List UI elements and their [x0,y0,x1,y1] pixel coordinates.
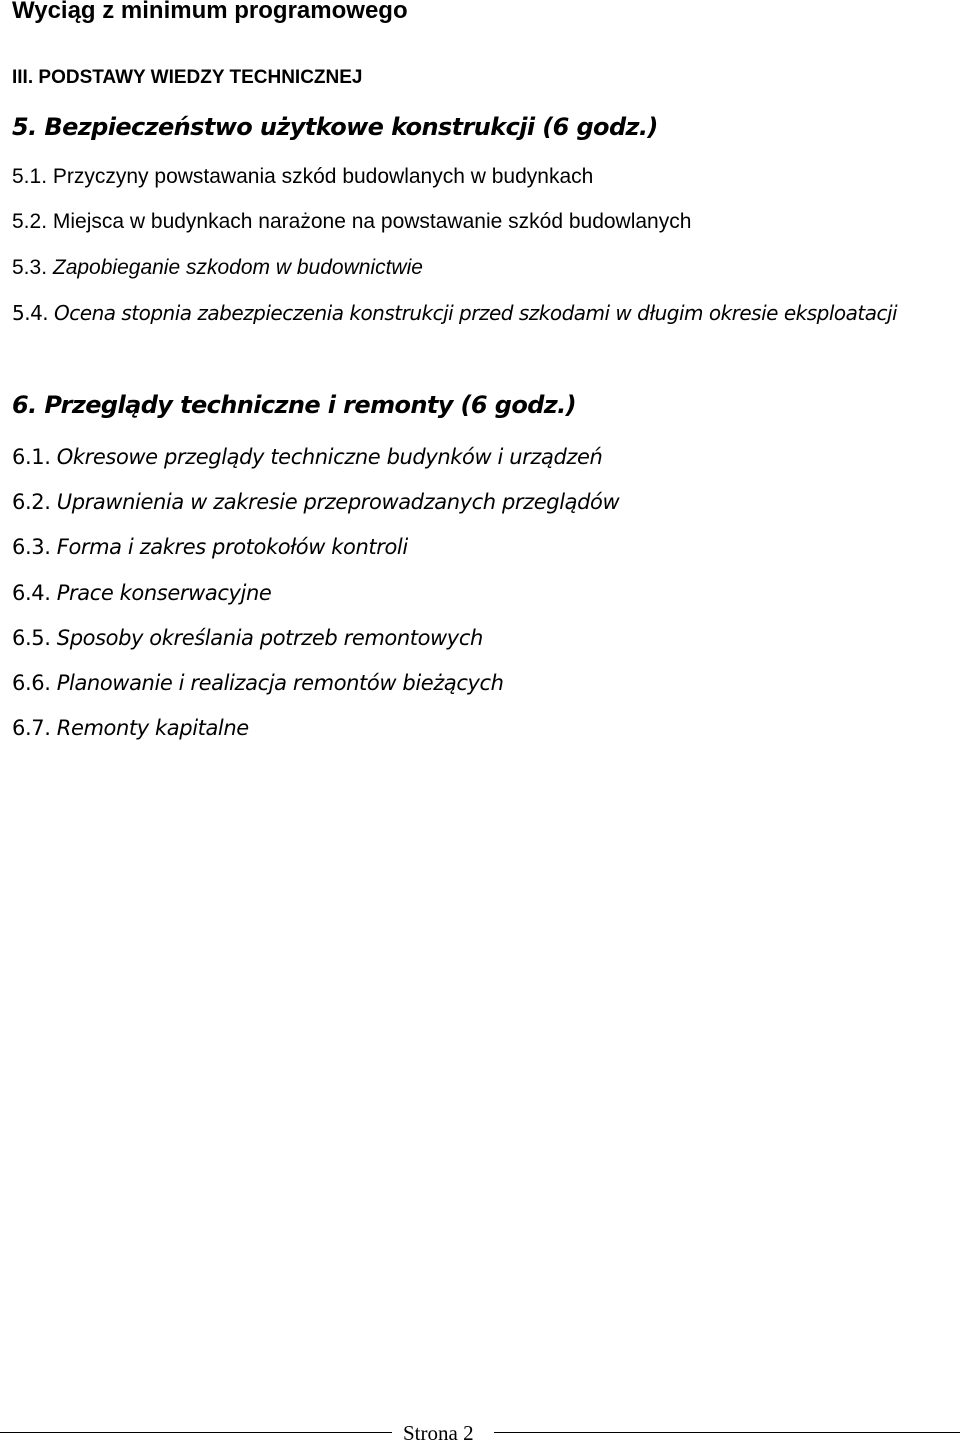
list-item-6-6 [12,673,504,694]
list-item-6-2 [12,492,619,513]
list-item-6-4 [12,583,271,604]
item-number: 5.2. [12,210,48,233]
item-text: Planowanie i realizacja remontów bieżących [56,671,504,695]
list-item-6-3 [12,537,408,558]
list-item-5-1 [12,166,593,187]
item-text: Forma i zakres protokołów kontroli [56,535,408,559]
item-text: Przyczyny powstawania szkód budowlanych w budynkach [52,165,594,188]
item-number: 6.3. [12,535,51,559]
section-6-heading: 6. Przeglądy techniczne i remonty (6 godz.) [12,391,577,419]
item-number: 5.4. [12,301,49,325]
item-text: Miejsca w budynkach narażone na powstawanie szkód budowlanych [52,210,692,233]
item-number: 6.4. [12,581,51,605]
section-5-heading: 5. Bezpieczeństwo użytkowe konstrukcji (6 godz.) [12,113,658,141]
list-item-6-5 [12,628,483,649]
list-item-6-1 [12,447,602,468]
item-text: Okresowe przeglądy techniczne budynków i urządzeń [56,445,603,469]
page-footer [0,1421,960,1443]
item-number: 6.7. [12,716,51,740]
item-text: Ocena stopnia zabezpieczenia konstrukcji przed szkodami w długim okresie eksploatacji [54,301,898,325]
item-text: Remonty kapitalne [56,716,249,740]
item-number: 6.6. [12,671,51,695]
list-item-5-4 [12,303,897,323]
item-number: 5.3. [12,256,48,279]
part-heading: III. PODSTAWY WIEDZY TECHNICZNEJ [12,67,363,88]
footer-divider-right [494,1432,960,1433]
item-text: Uprawnienia w zakresie przeprowadzanych przeglądów [56,490,620,514]
item-text: Zapobieganie szkodom w budownictwie [52,256,423,279]
item-number: 5.1. [12,165,48,188]
item-text: Prace konserwacyjne [56,581,272,605]
document-title: Wyciąg z minimum programowego [12,0,408,24]
footer-divider-left [0,1432,392,1433]
list-item-5-2 [12,211,691,232]
list-item-6-7 [12,718,249,739]
item-number: 6.1. [12,445,51,469]
item-text: Sposoby określania potrzeb remontowych [56,626,483,650]
item-number: 6.2. [12,490,51,514]
list-item-5-3 [12,257,423,278]
item-number: 6.5. [12,626,51,650]
page-number: Strona 2 [403,1421,474,1445]
